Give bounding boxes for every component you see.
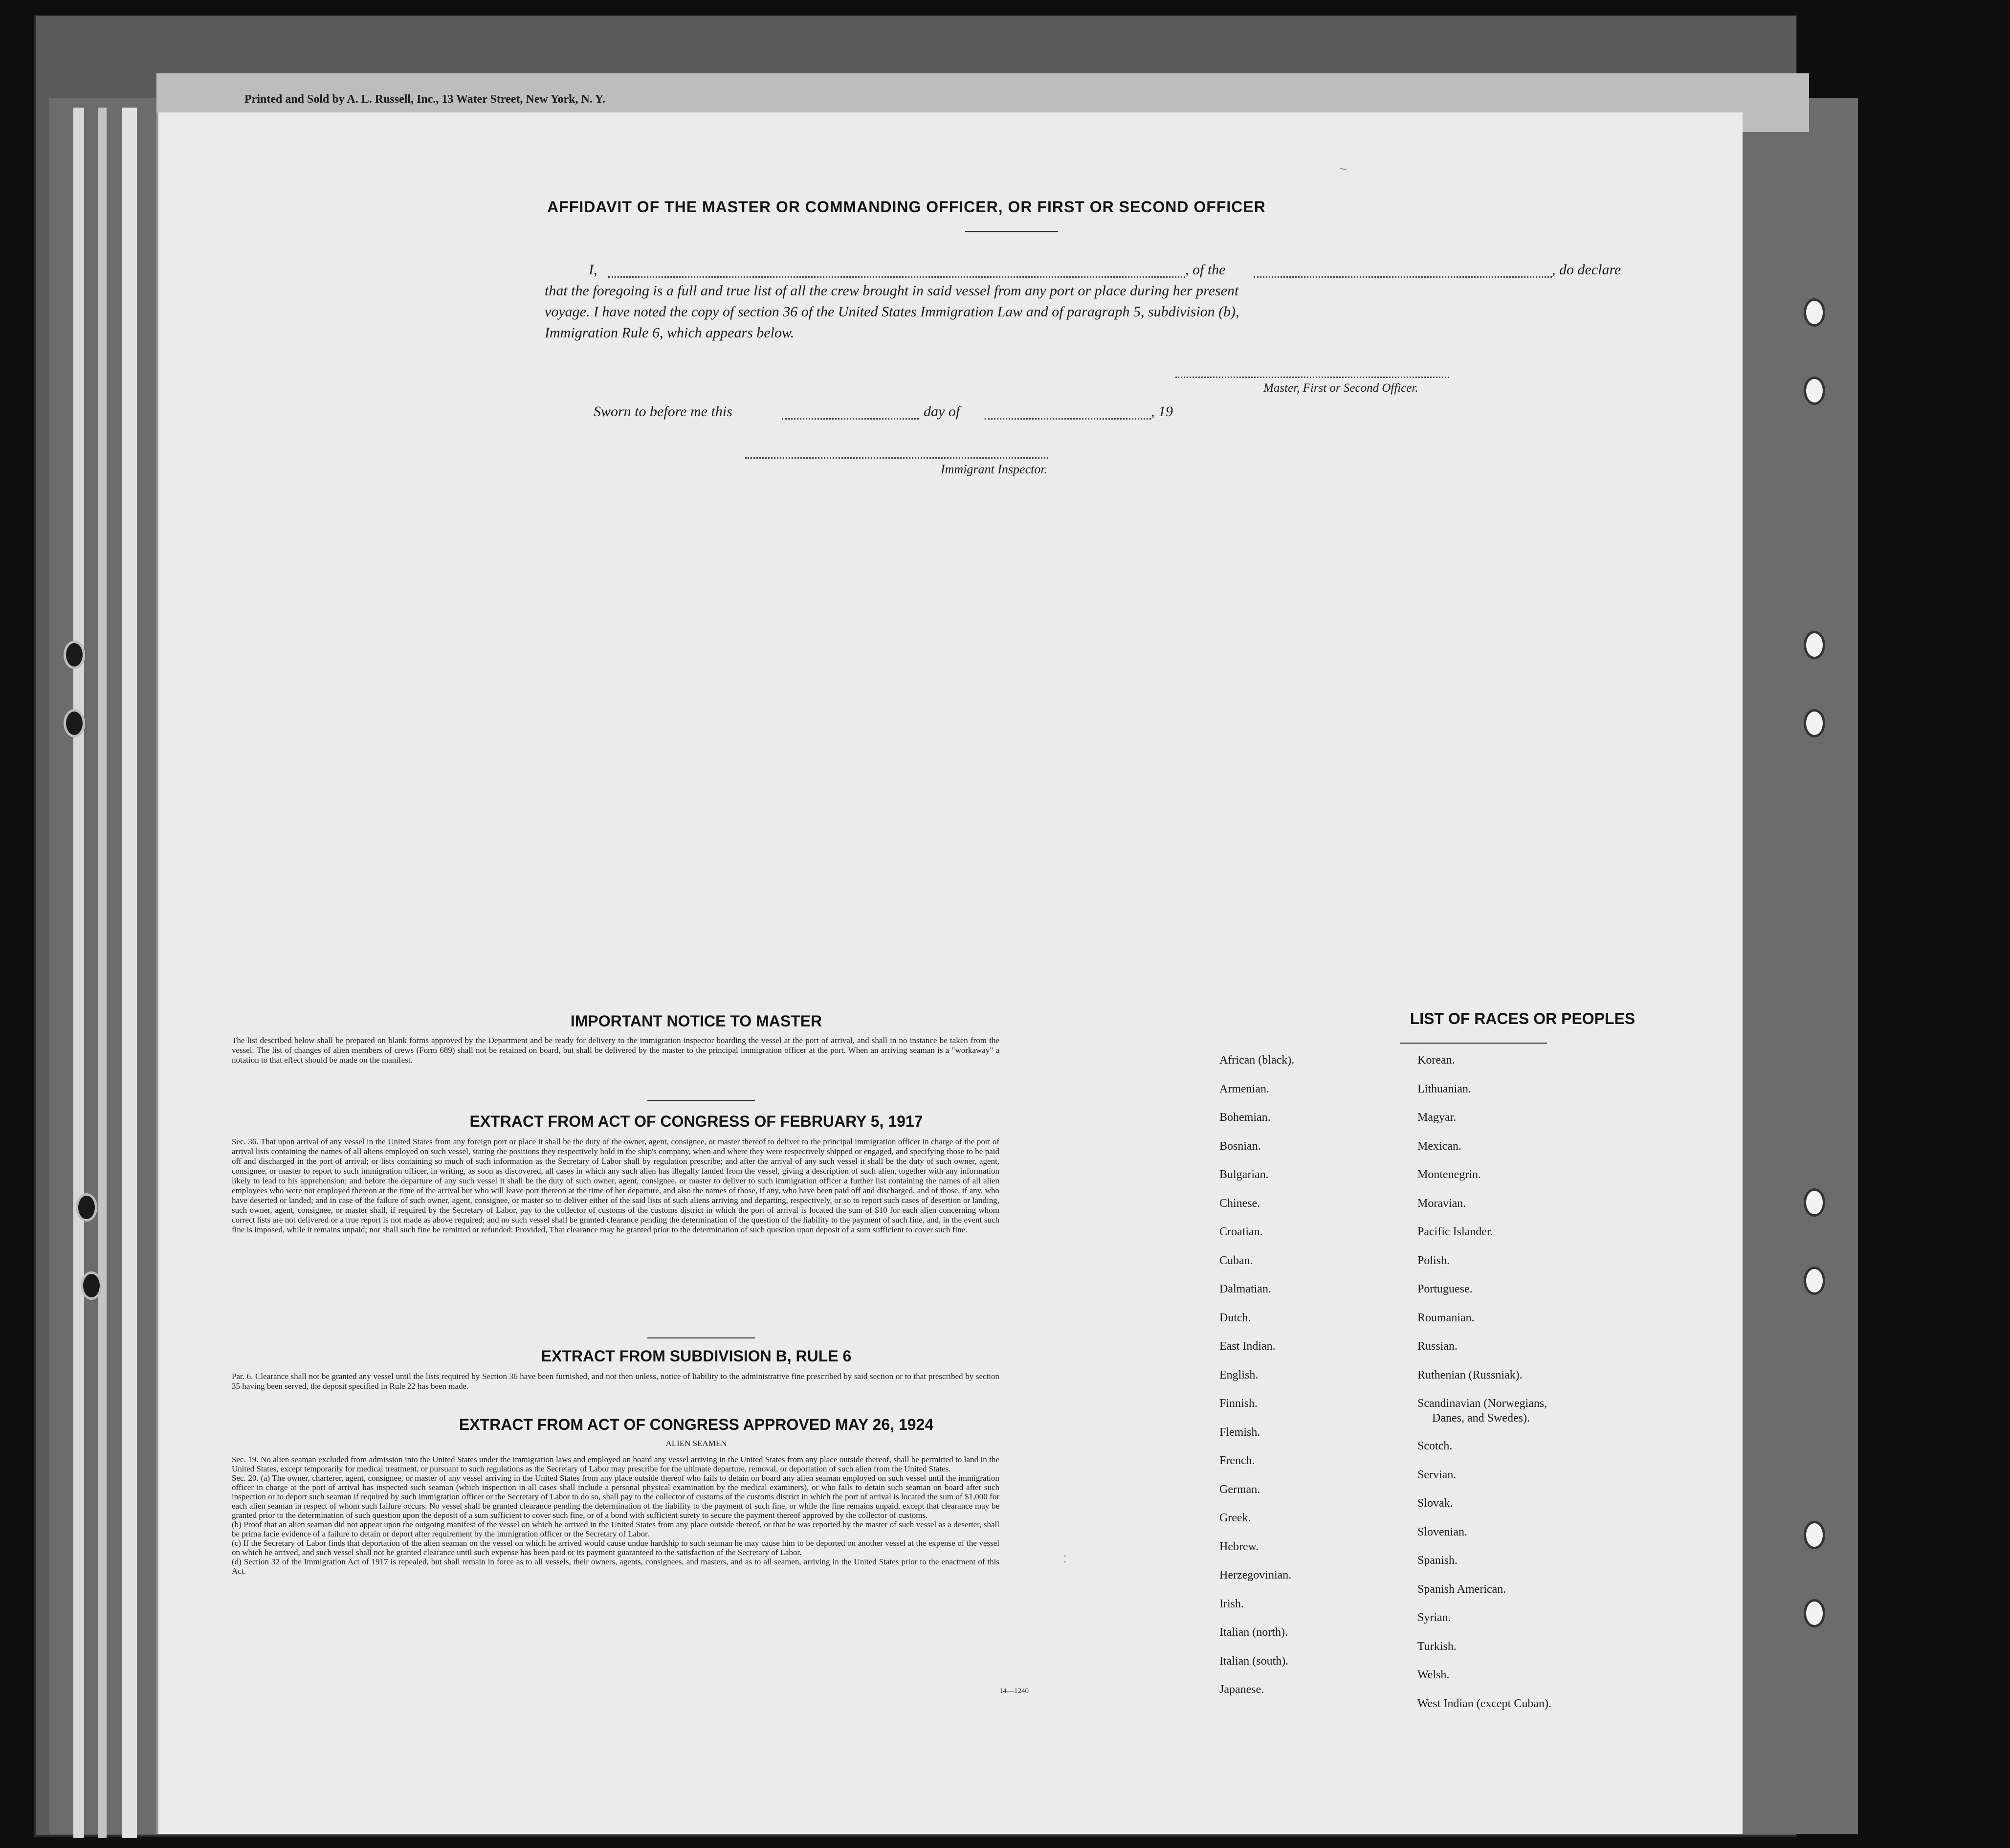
race-item: Spanish. — [1417, 1554, 1458, 1567]
sworn-month-field[interactable] — [985, 418, 1151, 420]
race-item: English. — [1219, 1368, 1259, 1381]
binder-ring-icon — [81, 1271, 102, 1300]
title-underline — [965, 231, 1058, 232]
punch-hole-icon — [1804, 1267, 1825, 1295]
race-item: Turkish. — [1417, 1640, 1457, 1653]
extract-1917-divider — [647, 1337, 755, 1338]
race-item: French. — [1219, 1454, 1255, 1467]
punch-hole-icon — [1804, 709, 1825, 737]
race-item: Finnish. — [1219, 1397, 1258, 1410]
binder-ring-icon — [76, 1193, 97, 1222]
notice-body: The list described below shall be prepared on blank forms approved by the Department and be ready for delivery to the immigration inspector boarding the vessel at the port of arrival, and shall in no instance be taken from the vessel. The list of changes of alien members of crews (Form 689) shall not be retained on board, but shall be delivered by the master to the principal immigration officer at the port. When an arriving seaman is a "workaway" a notation to that effect should be made on the manifest. — [232, 1036, 999, 1065]
race-item: East Indian. — [1219, 1340, 1276, 1353]
alien-seamen-subtitle: ALIEN SEAMEN — [665, 1439, 727, 1448]
race-item: Chinese. — [1219, 1197, 1260, 1210]
day-of-label: day of — [924, 403, 960, 420]
race-item: Pacific Islander. — [1417, 1225, 1493, 1238]
race-item: African (black). — [1219, 1054, 1295, 1067]
race-item: Korean. — [1417, 1054, 1455, 1067]
punch-hole-icon — [1804, 377, 1825, 405]
page-edge-strip — [98, 108, 107, 1838]
page-edge-strip — [122, 108, 137, 1838]
race-item: Croatian. — [1219, 1225, 1263, 1238]
race-item: Russian. — [1417, 1340, 1458, 1353]
affiant-name-field[interactable] — [608, 276, 1185, 278]
extract-1924-title: EXTRACT FROM ACT OF CONGRESS APPROVED MAY 26, 1924 — [459, 1416, 934, 1433]
races-title: LIST OF RACES OR PEOPLES — [1410, 1010, 1635, 1027]
affiant-i: I, — [589, 262, 597, 278]
race-item: Flemish. — [1219, 1425, 1260, 1439]
year-prefix: , 19 — [1151, 403, 1173, 420]
race-item: Polish. — [1417, 1254, 1450, 1267]
declare-label: , do declare — [1552, 262, 1621, 278]
affidavit-line-4: Immigration Rule 6, which appears below. — [545, 325, 795, 341]
rule6-title: EXTRACT FROM SUBDIVISION B, RULE 6 — [541, 1347, 852, 1365]
race-item: Bohemian. — [1219, 1111, 1271, 1124]
race-item: Armenian. — [1219, 1082, 1269, 1095]
race-item: Welsh. — [1417, 1669, 1450, 1681]
race-item: Slovak. — [1417, 1497, 1453, 1510]
race-item: Hebrew. — [1219, 1540, 1259, 1553]
race-item: Roumanian. — [1417, 1311, 1475, 1324]
form-code: 14—1240 — [999, 1687, 1029, 1695]
race-item: Dalmatian. — [1219, 1283, 1271, 1295]
race-item: Mexican. — [1417, 1139, 1461, 1153]
bleed-through-mark: ~ — [1339, 161, 1347, 177]
race-item: Irish. — [1219, 1597, 1244, 1610]
punch-hole-icon — [1804, 1188, 1825, 1217]
rule6-body: Par. 6. Clearance shall not be granted any vessel until the lists required by Section 36 have been furnished, and not then unless, notice of liability to the administrative fine prescribed by said section or to that prescribed by section 35 having been served, the deposit specified in Rule 22 has been made. — [232, 1372, 999, 1391]
master-label: Master, First or Second Officer. — [1263, 381, 1418, 395]
race-item: German. — [1219, 1483, 1260, 1496]
notice-title: IMPORTANT NOTICE TO MASTER — [570, 1012, 822, 1030]
notice-divider — [647, 1100, 755, 1101]
of-the-label: , of the — [1185, 262, 1226, 278]
race-item: Scandinavian (Norwegians, — [1417, 1397, 1547, 1410]
race-item: Portuguese. — [1417, 1283, 1473, 1295]
master-signature-field[interactable] — [1175, 377, 1449, 378]
binder-ring-icon — [64, 709, 85, 737]
race-item: Italian (south). — [1219, 1654, 1289, 1668]
race-item: Japanese. — [1219, 1683, 1264, 1696]
page-edge-strip — [73, 108, 84, 1838]
punch-hole-icon — [1804, 631, 1825, 659]
inspector-label: Immigrant Inspector. — [941, 462, 1048, 476]
binder-ring-icon — [64, 641, 85, 669]
extract-1924-body: Sec. 19. No alien seaman excluded from admission into the United States under the immigration laws and employed on board any vessel arriving in the United States from any place outside thereof, shall be permitted to land in the United States, except temporarily for medical treatment, or pursuant to such regulations as the Secretary of Labor may prescribe for the ultimate departure, removal, or deportation of such alien from the United States. Sec. 20. (a) The owner, charterer, agent, consignee, or master of any vessel arriving in the United States from any place outside thereof who fails to detain on board any alien seaman employed on such vessel until the immigration officer in charge at the port of arrival has inspected such seaman (which inspection in all cases shall include a personal physical examination by the medical examiners), or who fails to detain such seaman on board after such inspection or to deport such seaman if required by such immigration officer or the Secretary of Labor to do so, shall pay to the collector of customs of the customs district in which the port of arrival is located the sum of $1,000 for each alien seaman in respect of whom such failure occurs. No vessel shall be granted clearance pending the determination of the liability to the payment of such fine, or while the fine remains unpaid, except that clearance may be granted prior to the determination of such question upon the deposit of a sum sufficient to cover such fine, or of a bond with sufficient surety to secure the payment thereof approved by the collector of customs. (b) Proof that an alien seaman did not appear upon the outgoing manifest of the vessel on which he arrived in the United States from any place outside thereof, or that he was reported by the master of such vessel as a deserter, shall be prima facie evidence of a failure to detain or deport after requirement by the immigration officer or the Secretary of Labor. (c) If the Secretary of Labor finds that deportation of the alien seaman on the vessel on which he arrived would cause undue hardship to such seaman he may cause him to be deported on another vessel at the expense of the vessel on which he arrived, and such vessel shall not be granted clearance until such expense has been paid or its payment guaranteed to the satisfaction of the Secretary of Labor. (d) Section 32 of the Immigration Act of 1917 is repealed, but shall remain in force as to all vessels, their owners, agents, consignees, and masters, and as to all seamen, arriving in the United States prior to the enactment of this Act. — [232, 1455, 999, 1576]
race-item: Greek. — [1219, 1512, 1251, 1524]
inspector-signature-field[interactable] — [745, 457, 1048, 459]
race-item: Scotch. — [1417, 1440, 1453, 1452]
affidavit-page — [156, 112, 1743, 1834]
punch-hole-icon — [1804, 298, 1825, 327]
race-item: Servian. — [1417, 1468, 1457, 1481]
races-divider — [1400, 1043, 1547, 1044]
race-item: Spanish American. — [1417, 1582, 1506, 1596]
extract-1917-body: Sec. 36. That upon arrival of any vessel in the United States from any foreign port or place it shall be the duty of the owner, agent, consignee, or master thereof to deliver to the principal immigration officer in charge of the port of arrival lists containing the names of all aliens employed on such vessel, stating the positions they respectively hold in the ship's company, when and where they were respectively shipped or engaged, and specifying those to be paid off and discharged in the port of arrival; or lists containing so much of such information as the Secretary of Labor shall by regulation prescribe; and after the arrival of any such vessel it shall be the duty of such owner, agent, consignee, or master to report to such immigration officer, in writing, as soon as discovered, all cases in which any such alien has illegally landed from the vessel, giving a description of such alien, together with any information likely to lead to his apprehension; and before the departure of any such vessel it shall be the duty of such owner, agent, consignee, or master to deliver to such immigration officer a further list containing the names of all alien employees who were not employed thereon at the time of the arrival but who will leave port thereon at the time of her departure, and also the names of those, if any, who have been paid off and discharged, and of those, if any, who have deserted or landed; and in case of the failure of such owner, agent, consignee, or master so to deliver either of the said lists of such aliens arriving and departing, respectively, or so to report such cases of desertion or landing, such owner, agent, consignee, or master shall, if required by the Secretary of Labor, pay to the collector of customs of the customs district in which the port of arrival is located the sum of $10 for each alien concerning whom correct lists are not delivered or a true report is not made as above required; and no such vessel shall be granted clearance pending the determination of the question of the liability to the payment of such fine, and, in the event such fine is imposed, while it remains unpaid; nor shall such fine be remitted or refunded: Provided, That clearance may be granted prior to the determination of such question upon deposit of a sum sufficient to cover such fine. — [232, 1137, 999, 1234]
punch-hole-icon — [1804, 1599, 1825, 1627]
sworn-day-field[interactable] — [782, 418, 919, 420]
race-item: Bosnian. — [1219, 1139, 1261, 1153]
affidavit-title: AFFIDAVIT OF THE MASTER OR COMMANDING OFFICER, OR FIRST OR SECOND OFFICER — [547, 198, 1266, 216]
sworn-label: Sworn to before me this — [594, 403, 732, 420]
race-item: Moravian. — [1417, 1197, 1466, 1210]
race-item: Herzegovinian. — [1219, 1569, 1292, 1581]
race-item: West Indian (except Cuban). — [1417, 1697, 1551, 1710]
affidavit-line-2: that the foregoing is a full and true list of all the crew brought in said vessel from any port or place during her present — [545, 283, 1239, 299]
vessel-name-field[interactable] — [1254, 276, 1552, 278]
punch-hole-icon — [1804, 1521, 1825, 1549]
race-item: Magyar. — [1417, 1111, 1457, 1124]
race-item: Lithuanian. — [1417, 1082, 1471, 1095]
affidavit-line-3: voyage. I have noted the copy of section 36 of the United States Immigration Law and of paragraph 5, subdivision (b), — [545, 304, 1239, 320]
race-item: Montenegrin. — [1417, 1168, 1481, 1181]
printer-line: Printed and Sold by A. L. Russell, Inc., 13 Water Street, New York, N. Y. — [244, 93, 606, 106]
race-item: Cuban. — [1219, 1254, 1253, 1267]
race-item: Slovenian. — [1417, 1525, 1467, 1538]
race-item: Italian (north). — [1219, 1626, 1288, 1639]
extract-1917-title: EXTRACT FROM ACT OF CONGRESS OF FEBRUARY 5, 1917 — [469, 1113, 923, 1130]
race-item: Ruthenian (Russniak). — [1417, 1368, 1523, 1381]
race-item: Danes, and Swedes). — [1432, 1412, 1530, 1425]
bleed-through-mark: : — [1063, 1550, 1067, 1565]
race-item: Dutch. — [1219, 1311, 1251, 1324]
race-item: Bulgarian. — [1219, 1168, 1269, 1181]
race-item: Syrian. — [1417, 1611, 1451, 1624]
